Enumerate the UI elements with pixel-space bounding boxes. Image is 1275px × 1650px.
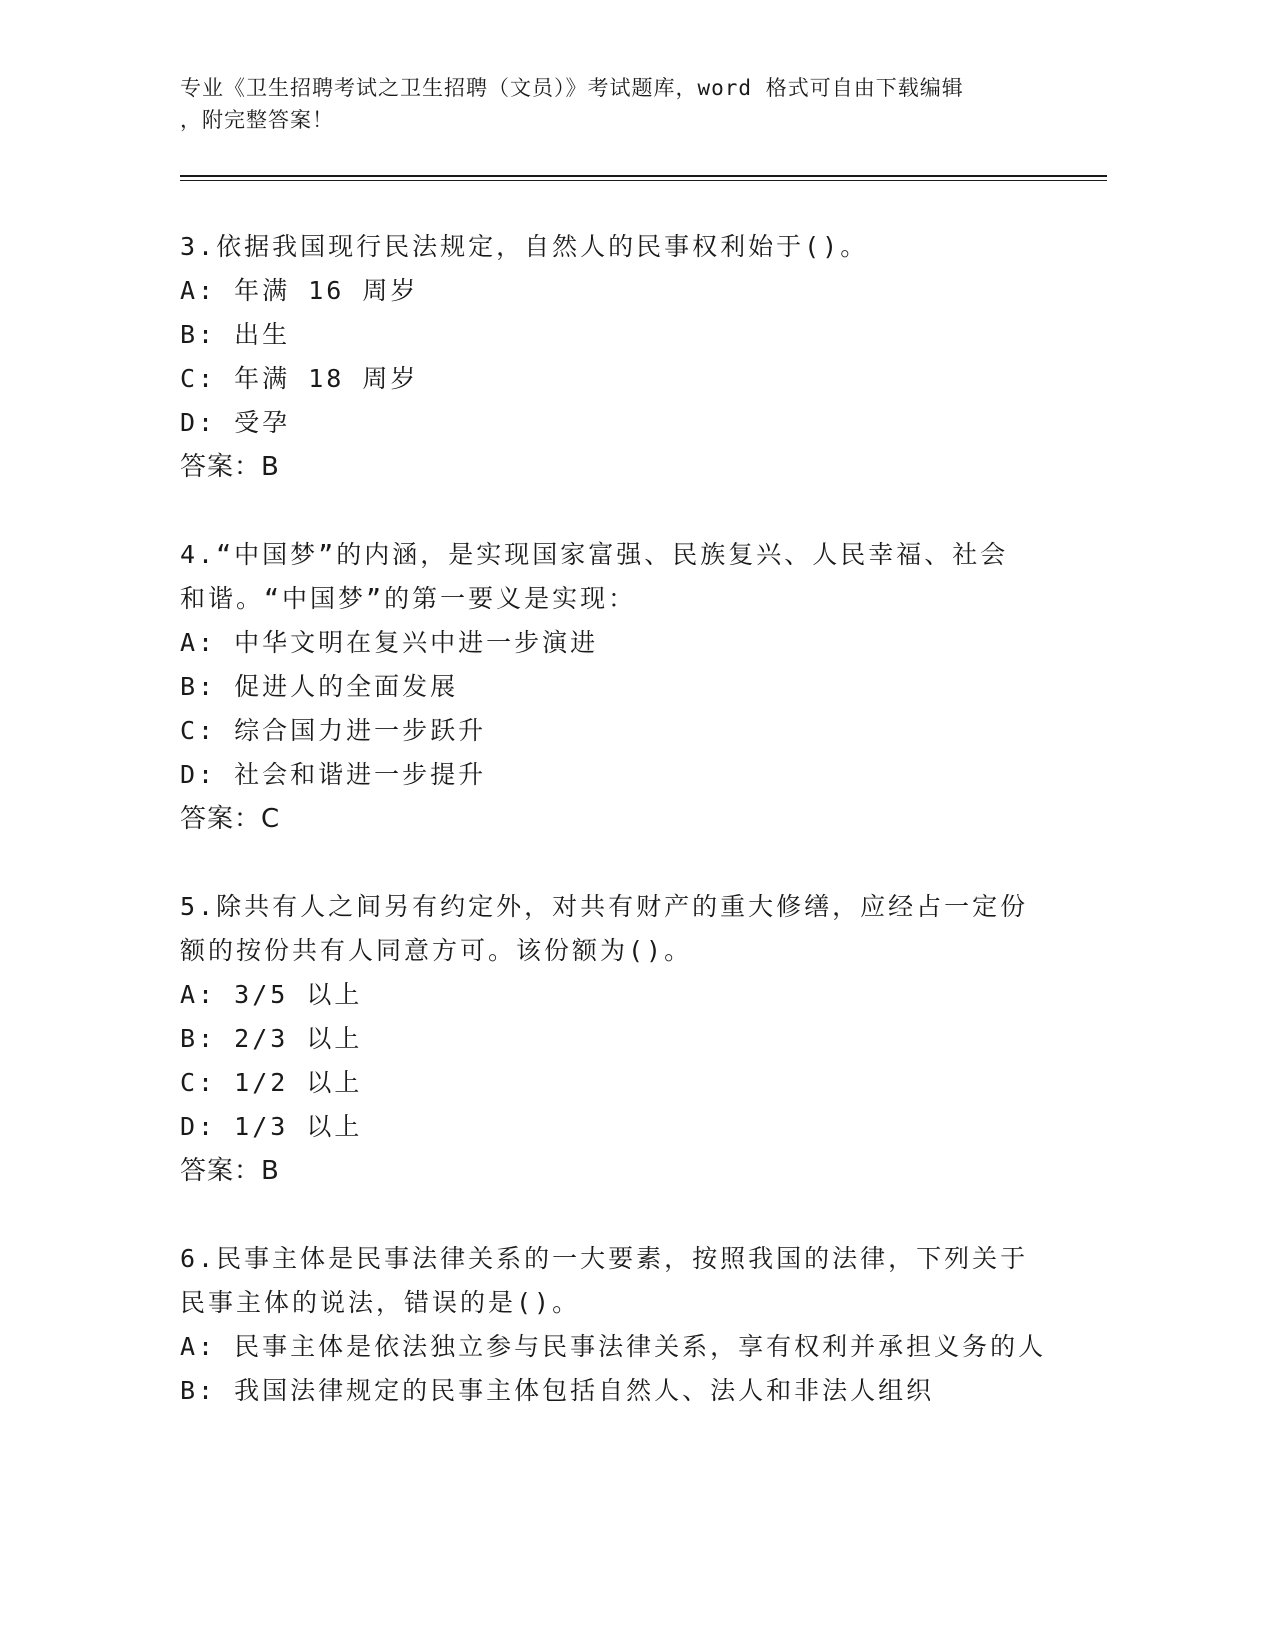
option-c: C: 1/2 以上 bbox=[180, 1068, 363, 1097]
document-header bbox=[180, 72, 1060, 136]
option-d: D: 受孕 bbox=[180, 408, 291, 437]
option-b: B: 出生 bbox=[180, 320, 291, 349]
option-c: C: 年满 18 周岁 bbox=[180, 364, 419, 393]
answer-label: 答案：B bbox=[180, 1156, 280, 1186]
option-a: A: 民事主体是依法独立参与民事法律关系，享有权利并承担义务的人 bbox=[180, 1332, 1047, 1361]
question-stem: 4.“中国梦”的内涵，是实现国家富强、民族复兴、人民幸福、社会 bbox=[180, 540, 1009, 569]
option-a: A: 3/5 以上 bbox=[180, 980, 363, 1009]
option-d: D: 1/3 以上 bbox=[180, 1112, 363, 1141]
question-stem: 6.民事主体是民事法律关系的一大要素，按照我国的法律，下列关于 bbox=[180, 1244, 1029, 1273]
header-line-1: 专业《卫生招聘考试之卫生招聘（文员）》考试题库，word 格式可自由下载编辑 bbox=[180, 76, 964, 100]
question-stem: 5.除共有人之间另有约定外，对共有财产的重大修缮，应经占一定份 bbox=[180, 892, 1029, 921]
question-4 bbox=[180, 533, 1080, 841]
question-stem-continued: 和谐。“中国梦”的第一要义是实现： bbox=[180, 584, 637, 613]
option-d: D: 社会和谐进一步提升 bbox=[180, 760, 487, 789]
answer-label: 答案：C bbox=[180, 804, 281, 834]
option-a: A: 中华文明在复兴中进一步演进 bbox=[180, 628, 599, 657]
question-6 bbox=[180, 1237, 1080, 1413]
answer-label: 答案：B bbox=[180, 452, 280, 482]
question-list bbox=[180, 225, 1080, 1457]
header-line-2: ，附完整答案！ bbox=[180, 108, 334, 132]
header-divider-thin bbox=[180, 180, 1107, 181]
header-divider-thick bbox=[180, 175, 1107, 177]
question-stem-continued: 民事主体的说法，错误的是()。 bbox=[180, 1288, 581, 1317]
option-c: C: 综合国力进一步跃升 bbox=[180, 716, 487, 745]
question-stem: 3.依据我国现行民法规定，自然人的民事权利始于()。 bbox=[180, 232, 869, 261]
option-b: B: 2/3 以上 bbox=[180, 1024, 363, 1053]
option-a: A: 年满 16 周岁 bbox=[180, 276, 419, 305]
option-b: B: 我国法律规定的民事主体包括自然人、法人和非法人组织 bbox=[180, 1376, 935, 1405]
option-b: B: 促进人的全面发展 bbox=[180, 672, 459, 701]
question-stem-continued: 额的按份共有人同意方可。该份额为()。 bbox=[180, 936, 693, 965]
question-5 bbox=[180, 885, 1080, 1193]
question-3 bbox=[180, 225, 1080, 489]
